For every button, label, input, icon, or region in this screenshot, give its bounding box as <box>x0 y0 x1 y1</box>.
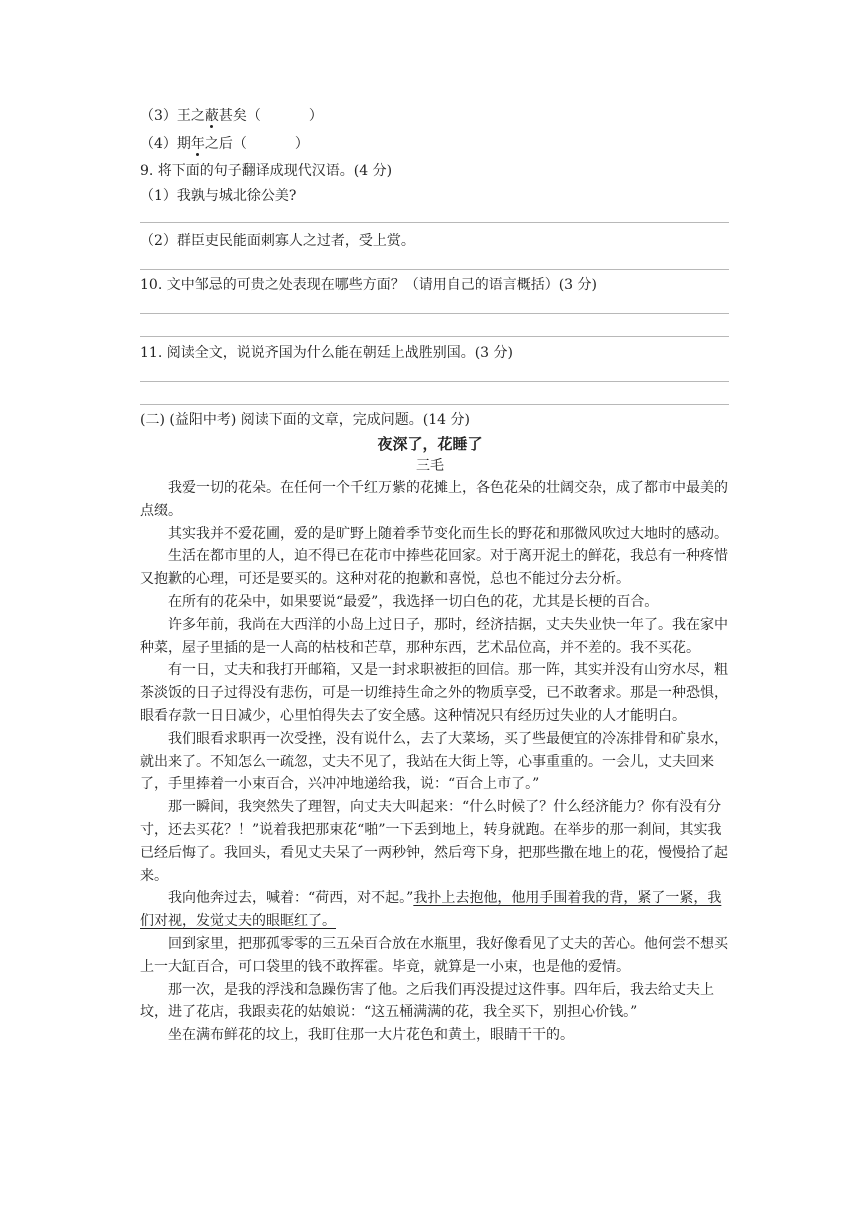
paragraph: 其实我并不爱花圃，爱的是旷野上随着季节变化而生长的野花和那微风吹过大地时的感动。 <box>168 525 728 542</box>
article-author: 三毛 <box>416 458 444 474</box>
question-9: 9. 将下面的句子翻译成现代汉语。(4 分) <box>140 163 393 179</box>
paragraph: 那一次，是我的浮浅和急躁伤害了他。之后我们再没提过这件事。四年后，我去给丈夫上坟，进了花店，我跟卖花的姑娘说：“这五桶满满的花，我全买下，别担心价钱。” <box>140 981 714 1021</box>
question-8-4: （4）期年之后（ ） <box>140 136 309 152</box>
article-title: 夜深了，花睡了 <box>377 435 483 453</box>
emphasis-dot-char: 蔽 <box>204 108 219 124</box>
paragraph: 回到家里，把那孤零零的三五朵百合放在水瓶里，我好像看见了丈夫的苦心。他何尝不想买上一大缸百合，可口袋里的钱不敢挥霍。毕竟，就算是一小束，也是他的爱情。 <box>140 935 728 975</box>
paragraph: 许多年前，我尚在大西洋的小岛上过日子，那时，经济拮据，丈夫失业快一年了。我在家中种菜，屋子里插的是一人高的枯枝和芒草，那种东西，艺术品位高，并不差的。我不买花。 <box>140 616 728 656</box>
paragraph: 那一瞬间，我突然失了理智，向丈夫大叫起来：“什么时候了？什么经济能力？你有没有分寸，还去买花？！”说着我把那束花“啪”一下丢到地上，转身就跑。在举步的那一刹间，其实我已经后悔了。我回头，看见丈夫呆了一两秒钟，然后弯下身，把那些撒在地上的花，慢慢拾了起来。 <box>140 799 728 884</box>
answer-line[interactable] <box>140 336 729 337</box>
question-11: 11. 阅读全文，说说齐国为什么能在朝廷上战胜别国。(3 分) <box>140 345 513 361</box>
paragraph: 在所有的花朵中，如果要说“最爱”，我选择一切白色的花，尤其是长梗的百合。 <box>168 593 659 610</box>
answer-line[interactable] <box>140 269 729 270</box>
question-9-2: （2）群臣吏民能面刺寡人之过者，受上赏。 <box>140 233 415 249</box>
paragraph: 生活在都市里的人，迫不得已在花市中捧些花回家。对于离开泥土的鲜花，我总有一种疼惜又抱歉的心理，可还是要买的。这种对花的抱歉和喜悦，总也不能过分去分析。 <box>140 548 728 588</box>
answer-line[interactable] <box>140 381 729 382</box>
paragraph: 有一日，丈夫和我打开邮箱，又是一封求职被拒的回信。那一阵，其实并没有山穷水尽，粗茶淡饭的日子过得没有悲伤，可是一切维持生命之外的物质享受，已不敢奢求。那是一种恐惧，眼看存款一日日减少，心里怕得失去了安全感。这种情况只有经历过失业的人才能明白。 <box>140 662 728 724</box>
answer-line[interactable] <box>140 313 729 314</box>
paragraph: 我们眼看求职再一次受挫，没有说什么，去了大菜场，买了些最便宜的冷冻排骨和矿泉水，就出来了。不知怎么一疏忽，丈夫不见了，我站在大街上等，心事重重的。一会儿，丈夫回来了，手里捧着一小束百合，兴冲冲地递给我，说：“百合上市了。” <box>140 730 728 793</box>
section-heading: (二) (益阳中考) 阅读下面的文章，完成问题。(14 分) <box>140 412 470 428</box>
paragraph: 坐在满布鲜花的坟上，我盯住那一大片花色和黄土，眼睛干干的。 <box>168 1027 574 1044</box>
paragraph: 我爱一切的花朵。在任何一个千红万紫的花摊上，各色花朵的壮阔交杂，成了都市中最美的点缀。 <box>140 480 728 519</box>
question-9-1: （1）我孰与城北徐公美? <box>140 188 297 204</box>
answer-line[interactable] <box>140 404 729 405</box>
question-10: 10. 文中邹忌的可贵之处表现在哪些方面？（请用自己的语言概括）(3 分) <box>140 277 597 293</box>
underlined-sentence: 我扑上去抱他，他用手围着我的背，紧了一紧，我们对视，发觉丈夫的眼眶红了。 <box>140 890 722 930</box>
emphasis-dot-char: 年 <box>190 136 205 152</box>
answer-line[interactable] <box>140 222 729 223</box>
question-8-3: （3）王之蔽甚矣（ ） <box>140 108 323 124</box>
paragraph: 我向他奔过去，喊着：“荷西，对不起。”我扑上去抱他，他用手围着我的背，紧了一紧，我们对视，发觉丈夫的眼眶红了。 <box>140 890 722 930</box>
article-body <box>140 477 730 1047</box>
